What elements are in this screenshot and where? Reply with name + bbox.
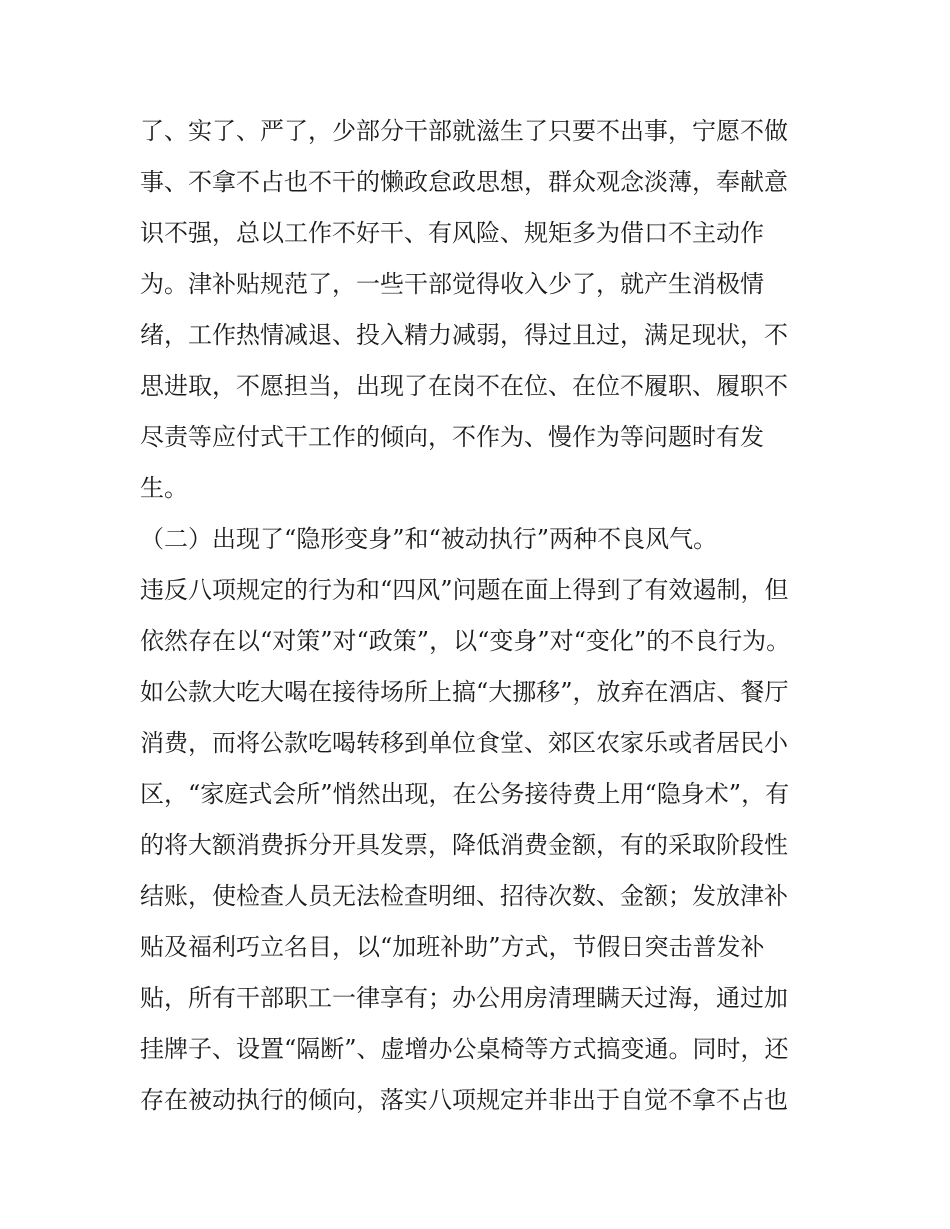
body-text [140, 106, 820, 1126]
text-line: 违反八项规定的行为和“四风”问题在面上得到了有效遏制，但 [140, 576, 789, 604]
text-line: 识不强，总以工作不好干、有风险、规矩多为借口不主动作 [140, 219, 764, 247]
text-line: 依然存在以“对策”对“政策”，以“变身”对“变化”的不良行为。 [140, 627, 791, 655]
text-line: 挂牌子、设置“隔断”、虚增办公桌椅等方式搞变通。同时，还 [140, 1035, 789, 1063]
text-line: 如公款大吃大喝在接待场所上搞“大挪移”，放弃在酒店、餐厅 [140, 678, 789, 706]
text-line: 了、实了、严了，少部分干部就滋生了只要不出事，宁愿不做 [140, 117, 788, 145]
section-heading: （二）出现了“隐形变身”和“被动执行”两种不良风气。 [140, 525, 718, 553]
text-line: 绪，工作热情减退、投入精力减弱，得过且过，满足现状，不 [140, 321, 788, 349]
text-line: 贴，所有干部职工一律享有；办公用房清理瞒天过海，通过加 [140, 984, 788, 1012]
text-line: 区，“家庭式会所”悄然出现，在公务接待费上用“隐身术”，有 [140, 780, 790, 808]
text-line: 思进取，不愿担当，出现了在岗不在位、在位不履职、履职不 [140, 372, 788, 400]
text-line: 的将大额消费拆分开具发票，降低消费金额，有的采取阶段性 [140, 831, 788, 859]
text-line: 消费，而将公款吃喝转移到单位食堂、郊区农家乐或者居民小 [140, 729, 788, 757]
text-line: 结账，使检查人员无法检查明细、招待次数、金额；发放津补 [140, 882, 788, 910]
text-line: 事、不拿不占也不干的懒政怠政思想，群众观念淡薄，奉献意 [140, 168, 788, 196]
text-line: 为。津补贴规范了，一些干部觉得收入少了，就产生消极情 [140, 270, 764, 298]
text-line: 尽责等应付式干工作的倾向，不作为、慢作为等问题时有发 [140, 423, 764, 451]
text-line: 生。 [140, 474, 188, 502]
text-line: 贴及福利巧立名目，以“加班补助”方式，节假日突击普发补 [140, 933, 765, 961]
text-line: 存在被动执行的倾向，落实八项规定并非出于自觉不拿不占也 [140, 1086, 788, 1114]
